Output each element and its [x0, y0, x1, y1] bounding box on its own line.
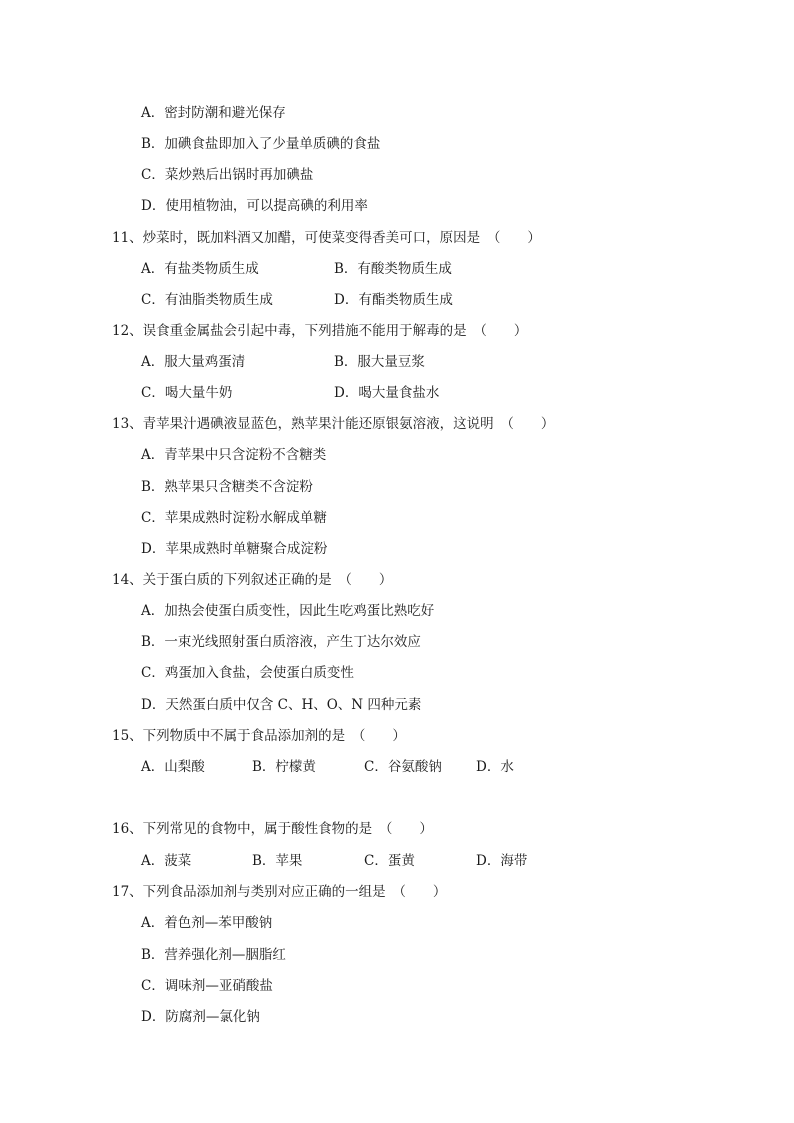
q17-option-b: B．营养强化剂—胭脂红: [141, 947, 286, 963]
q15-option-c: C．谷氨酸钠: [364, 759, 442, 775]
q16-option-b: B．苹果: [252, 853, 303, 869]
q10-option-d: D．使用植物油，可以提高碘的利用率: [141, 198, 368, 214]
q14-option-d: D．天然蛋白质中仅含 C、H、O、N 四种元素: [141, 697, 422, 713]
q16-option-c: C．蛋黄: [364, 853, 415, 869]
q10-option-c: C．菜炒熟后出锅时再加碘盐: [141, 167, 314, 183]
q12-stem: 12、误食重金属盐会引起中毒，下列措施不能用于解毒的是 （ ）: [112, 323, 528, 339]
q17-option-c: C．调味剂—亚硝酸盐: [141, 978, 273, 994]
q13-stem: 13、青苹果汁遇碘液显蓝色，熟苹果汁能还原银氨溶液，这说明 （ ）: [112, 416, 555, 432]
q17-option-d: D．防腐剂—氯化钠: [141, 1009, 260, 1025]
q17-stem: 17、下列食品添加剂与类别对应正确的一组是 （ ）: [112, 884, 447, 900]
q12-option-a: A．服大量鸡蛋清: [141, 354, 246, 370]
q11-option-a: A．有盐类物质生成: [141, 261, 259, 277]
q13-option-d: D．苹果成熟时单糖聚合成淀粉: [141, 541, 328, 557]
q10-option-a: A．密封防潮和避光保存: [141, 105, 286, 121]
q14-stem: 14、关于蛋白质的下列叙述正确的是 （ ）: [112, 572, 393, 588]
q12-option-c: C．喝大量牛奶: [141, 385, 233, 401]
q16-stem: 16、下列常见的食物中，属于酸性食物的是 （ ）: [112, 821, 433, 837]
q14-option-c: C．鸡蛋加入食盐，会使蛋白质变性: [141, 665, 354, 681]
q16-option-d: D．海带: [476, 853, 528, 869]
q11-option-b: B．有酸类物质生成: [334, 261, 452, 277]
q12-option-d: D．喝大量食盐水: [334, 385, 440, 401]
q11-option-d: D．有酯类物质生成: [334, 292, 453, 308]
q14-option-b: B．一束光线照射蛋白质溶液，产生丁达尔效应: [141, 634, 421, 650]
q16-option-a: A．菠菜: [141, 853, 192, 869]
q10-option-b: B．加碘食盐即加入了少量单质碘的食盐: [141, 136, 381, 152]
q13-option-c: C．苹果成熟时淀粉水解成单糖: [141, 510, 327, 526]
q15-option-d: D．水: [476, 759, 514, 775]
q14-option-a: A．加热会使蛋白质变性，因此生吃鸡蛋比熟吃好: [141, 603, 435, 619]
q12-option-b: B．服大量豆浆: [334, 354, 425, 370]
q13-option-a: A．青苹果中只含淀粉不含糖类: [141, 447, 327, 463]
q13-option-b: B．熟苹果只含糖类不含淀粉: [141, 479, 313, 495]
q15-stem: 15、下列物质中不属于食品添加剂的是 （ ）: [112, 728, 406, 744]
q15-option-b: B．柠檬黄: [252, 759, 316, 775]
q11-option-c: C．有油脂类物质生成: [141, 292, 273, 308]
q17-option-a: A．着色剂—苯甲酸钠: [141, 915, 273, 931]
q15-option-a: A．山梨酸: [141, 759, 205, 775]
q11-stem: 11、炒菜时，既加料酒又加醋，可使菜变得香美可口，原因是 （ ）: [112, 230, 541, 246]
